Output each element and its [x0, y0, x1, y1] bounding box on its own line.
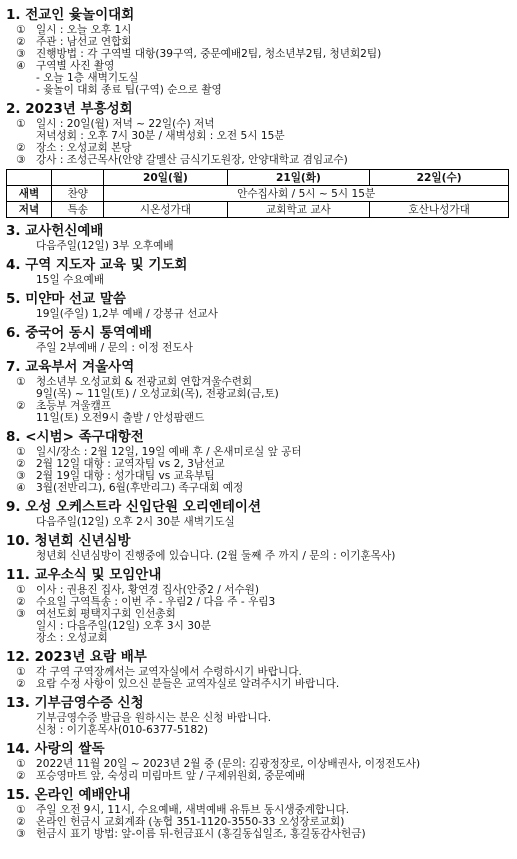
- notice-line: [6, 470, 511, 482]
- item-marker: ①: [16, 376, 26, 388]
- notice-text: 신청 : 이기훈목사(010-6377-5182): [36, 724, 208, 736]
- notice-text: 주일 오전 9시, 11시, 수요예배, 새벽예배 유튜브 동시생중계합니다.: [36, 804, 350, 816]
- notice-line: [6, 758, 511, 770]
- notice-line: [6, 516, 511, 528]
- notice-line: [6, 240, 511, 252]
- table-cell: 찬양: [52, 186, 104, 202]
- notice-line: [6, 376, 511, 388]
- notice-line: [6, 400, 511, 412]
- notice-line: [6, 816, 511, 828]
- notice-line: [6, 342, 511, 354]
- notice-line: [6, 550, 511, 562]
- notice-line: [6, 412, 511, 424]
- item-marker: [16, 274, 36, 286]
- notice-text: 저녁성회 : 오후 7시 30분 / 새벽성회 : 오전 5시 15분: [36, 130, 285, 142]
- notice-text: 구역별 사진 촬영: [36, 60, 115, 72]
- notice-line: [6, 446, 511, 458]
- item-marker: ②: [16, 142, 26, 154]
- notice-line: [6, 458, 511, 470]
- section-title: 6. 중국어 동시 통역예배: [6, 325, 152, 341]
- notice-line: [6, 770, 511, 782]
- notice-line: [6, 608, 511, 620]
- item-marker: ①: [16, 446, 26, 458]
- notice-line: [6, 84, 511, 96]
- section-title: 14. 사랑의 쌀독: [6, 741, 105, 757]
- notice-text: 헌금시 표기 방법: 앞-이름 뒤-헌금표시 (홍길동십일조, 홍길동감사헌금): [36, 828, 366, 840]
- table-cell: 시온성가대: [104, 202, 227, 218]
- item-marker: [16, 550, 36, 562]
- notice-section: [6, 533, 511, 562]
- notice-text: 포승영마트 앞, 숙성리 미림마트 앞 / 구제위원회, 중문예배: [36, 770, 306, 782]
- section-title: 7. 교육부서 겨울사역: [6, 359, 135, 375]
- item-marker: ③: [16, 470, 26, 482]
- notice-line: [6, 666, 511, 678]
- notice-text: 일시 : 20일(월) 저녁 ~ 22일(수) 저녁: [36, 118, 215, 130]
- item-marker: ②: [16, 596, 26, 608]
- notice-line: [6, 596, 511, 608]
- table-header-row: [7, 170, 509, 186]
- notice-line: [6, 632, 511, 644]
- item-marker: ③: [16, 154, 26, 166]
- notice-text: - 오늘 1층 새벽기도실: [36, 72, 139, 84]
- item-marker: ③: [16, 48, 26, 60]
- notice-section: [6, 291, 511, 320]
- section-title: 8. <시범> 족구대항전: [6, 429, 144, 445]
- section-title: 10. 청년회 신년심방: [6, 533, 131, 549]
- item-marker: [16, 240, 36, 252]
- table-cell: 새벽: [7, 186, 52, 202]
- item-marker: ③: [16, 828, 26, 840]
- item-marker: [16, 342, 36, 354]
- section-title: 12. 2023년 요람 배부: [6, 649, 147, 665]
- item-marker: [16, 130, 36, 142]
- table-cell: 특송: [52, 202, 104, 218]
- item-marker: ④: [16, 482, 26, 494]
- notice-text: 요람 수정 사항이 있으신 분들은 교역자실로 알려주시기 바랍니다.: [36, 678, 340, 690]
- section-title: 9. 오성 오케스트라 신입단원 오리엔테이션: [6, 499, 262, 515]
- notice-text: 일시/장소 : 2월 12일, 19일 예배 후 / 온새미로실 앞 공터: [36, 446, 302, 458]
- notice-text: 다음주일(12일) 오후 2시 30분 새벽기도실: [36, 516, 235, 528]
- notice-section: [6, 429, 511, 494]
- notice-line: [6, 678, 511, 690]
- notice-section: [6, 325, 511, 354]
- notice-section: [6, 695, 511, 736]
- notice-text: 2월 12일 대항 : 교역자팀 vs 2, 3남선교: [36, 458, 225, 470]
- bulletin-document: [6, 7, 511, 840]
- section-title: 2. 2023년 부흥성회: [6, 101, 133, 117]
- item-marker: [16, 712, 36, 724]
- table-header-cell: [7, 170, 52, 186]
- notice-text: 여선도회 평택지구회 인선총회: [36, 608, 176, 620]
- notice-line: [6, 24, 511, 36]
- notice-line: [6, 620, 511, 632]
- notice-text: 강사 : 조성근목사(안양 갈멜산 금식기도원장, 안양대학교 겸임교수): [36, 154, 348, 166]
- notice-section: [6, 499, 511, 528]
- item-marker: ②: [16, 36, 26, 48]
- notice-line: [6, 724, 511, 736]
- item-marker: ④: [16, 60, 26, 72]
- table-header-cell: 20일(월): [104, 170, 227, 186]
- notice-section: [6, 257, 511, 286]
- item-marker: ③: [16, 608, 26, 620]
- notice-line: [6, 60, 511, 72]
- notice-text: 각 구역 구역장께서는 교역자실에서 수령하시기 바랍니다.: [36, 666, 302, 678]
- notice-text: 일시 : 다음주일(12일) 오후 3시 30분: [36, 620, 211, 632]
- section-title: 13. 기부금영수증 신청: [6, 695, 144, 711]
- notice-text: 주관 : 남선교 연합회: [36, 36, 132, 48]
- notice-section: [6, 7, 511, 96]
- item-marker: [16, 308, 36, 320]
- item-marker: ①: [16, 584, 26, 596]
- table-row: [7, 186, 509, 202]
- item-marker: ②: [16, 816, 26, 828]
- notice-section: [6, 741, 511, 782]
- notice-line: [6, 482, 511, 494]
- notice-line: [6, 118, 511, 130]
- item-marker: ②: [16, 678, 26, 690]
- notice-line: [6, 130, 511, 142]
- notice-line: [6, 72, 511, 84]
- notice-line: [6, 828, 511, 840]
- table-cell: 교회학교 교사: [227, 202, 370, 218]
- notice-section: [6, 223, 511, 252]
- notice-line: [6, 388, 511, 400]
- notice-line: [6, 36, 511, 48]
- notice-text: 기부금영수증 발급을 원하시는 분은 신청 바랍니다.: [36, 712, 272, 724]
- notice-text: 이사 : 권용진 집사, 황연경 집사(안중2 / 서수원): [36, 584, 260, 596]
- item-marker: ②: [16, 458, 26, 470]
- notice-line: [6, 308, 511, 320]
- notice-text: 다음주일(12일) 3부 오후예배: [36, 240, 174, 252]
- notice-section: [6, 359, 511, 424]
- table-row: [7, 202, 509, 218]
- item-marker: [16, 724, 36, 736]
- item-marker: [16, 388, 36, 400]
- notice-line: [6, 712, 511, 724]
- section-title: 4. 구역 지도자 교육 및 기도회: [6, 257, 188, 273]
- item-marker: ②: [16, 770, 26, 782]
- notice-text: 진행방법 : 각 구역별 대항(39구역, 중문예배2팀, 청소년부2팀, 청년회2팀): [36, 48, 382, 60]
- notice-section: [6, 787, 511, 840]
- section-title: 15. 온라인 예배안내: [6, 787, 131, 803]
- item-marker: ①: [16, 758, 26, 770]
- table-header-cell: [52, 170, 104, 186]
- notice-text: 온라인 헌금시 교회계좌 (농협 351-1120-3550-33 오성장로교회): [36, 816, 345, 828]
- notice-line: [6, 154, 511, 166]
- item-marker: [16, 516, 36, 528]
- notice-text: 청소년부 오성교회 & 전광교회 연합겨울수련회: [36, 376, 253, 388]
- notice-text: 장소 : 오성교회 본당: [36, 142, 132, 154]
- revival-schedule-table: [6, 169, 509, 218]
- notice-text: 11일(토) 오전9시 출발 / 안성팜랜드: [36, 412, 205, 424]
- notice-text: 청년회 신년심방이 진행중에 있습니다. (2월 둘째 주 까지 / 문의 : 이기훈목사): [36, 550, 396, 562]
- notice-text: 초등부 겨울캠프: [36, 400, 112, 412]
- notice-text: 15일 수요예배: [36, 274, 105, 286]
- table-header-cell: 22일(수): [370, 170, 509, 186]
- item-marker: ①: [16, 666, 26, 678]
- notice-text: 9일(목) ~ 11일(토) / 오성교회(목), 전광교회(금,토): [36, 388, 279, 400]
- item-marker: ①: [16, 804, 26, 816]
- table-cell: 저녁: [7, 202, 52, 218]
- item-marker: ①: [16, 24, 26, 36]
- notice-text: 일시 : 오늘 오후 1시: [36, 24, 132, 36]
- notice-text: 19일(주일) 1,2부 예배 / 강봉규 선교사: [36, 308, 218, 320]
- notice-line: [6, 584, 511, 596]
- notice-text: - 윷놀이 대회 종료 팀(구역) 순으로 촬영: [36, 84, 222, 96]
- notice-text: 수요일 구역특송 : 이번 주 - 우림2 / 다음 주 - 우림3: [36, 596, 276, 608]
- notice-line: [6, 804, 511, 816]
- item-marker: ①: [16, 118, 26, 130]
- notice-text: 주일 2부예배 / 문의 : 이정 전도사: [36, 342, 193, 354]
- section-title: 11. 교우소식 및 모임안내: [6, 567, 162, 583]
- table-cell: 안수집사회 / 5시 ~ 5시 15분: [104, 186, 509, 202]
- notice-text: 2022년 11월 20일 ~ 2023년 2월 중 (문의: 김광정장로, 이상배권사, 이정전도사): [36, 758, 421, 770]
- notice-section: [6, 567, 511, 644]
- section-title: 3. 교사헌신예배: [6, 223, 104, 239]
- notice-section: [6, 649, 511, 690]
- section-title: 1. 전교인 윷놀이대회: [6, 7, 135, 23]
- notice-text: 장소 : 오성교회: [36, 632, 108, 644]
- notice-line: [6, 142, 511, 154]
- notice-text: 2월 19일 대항 : 성가대팀 vs 교육부팀: [36, 470, 215, 482]
- table-cell: 호산나성가대: [370, 202, 509, 218]
- section-title: 5. 미얀마 선교 말씀: [6, 291, 126, 307]
- notice-line: [6, 274, 511, 286]
- notice-text: 3월(전반리그), 6월(후반리그) 족구대회 예정: [36, 482, 244, 494]
- item-marker: ②: [16, 400, 26, 412]
- notice-line: [6, 48, 511, 60]
- table-header-cell: 21일(화): [227, 170, 370, 186]
- notice-section: [6, 101, 511, 218]
